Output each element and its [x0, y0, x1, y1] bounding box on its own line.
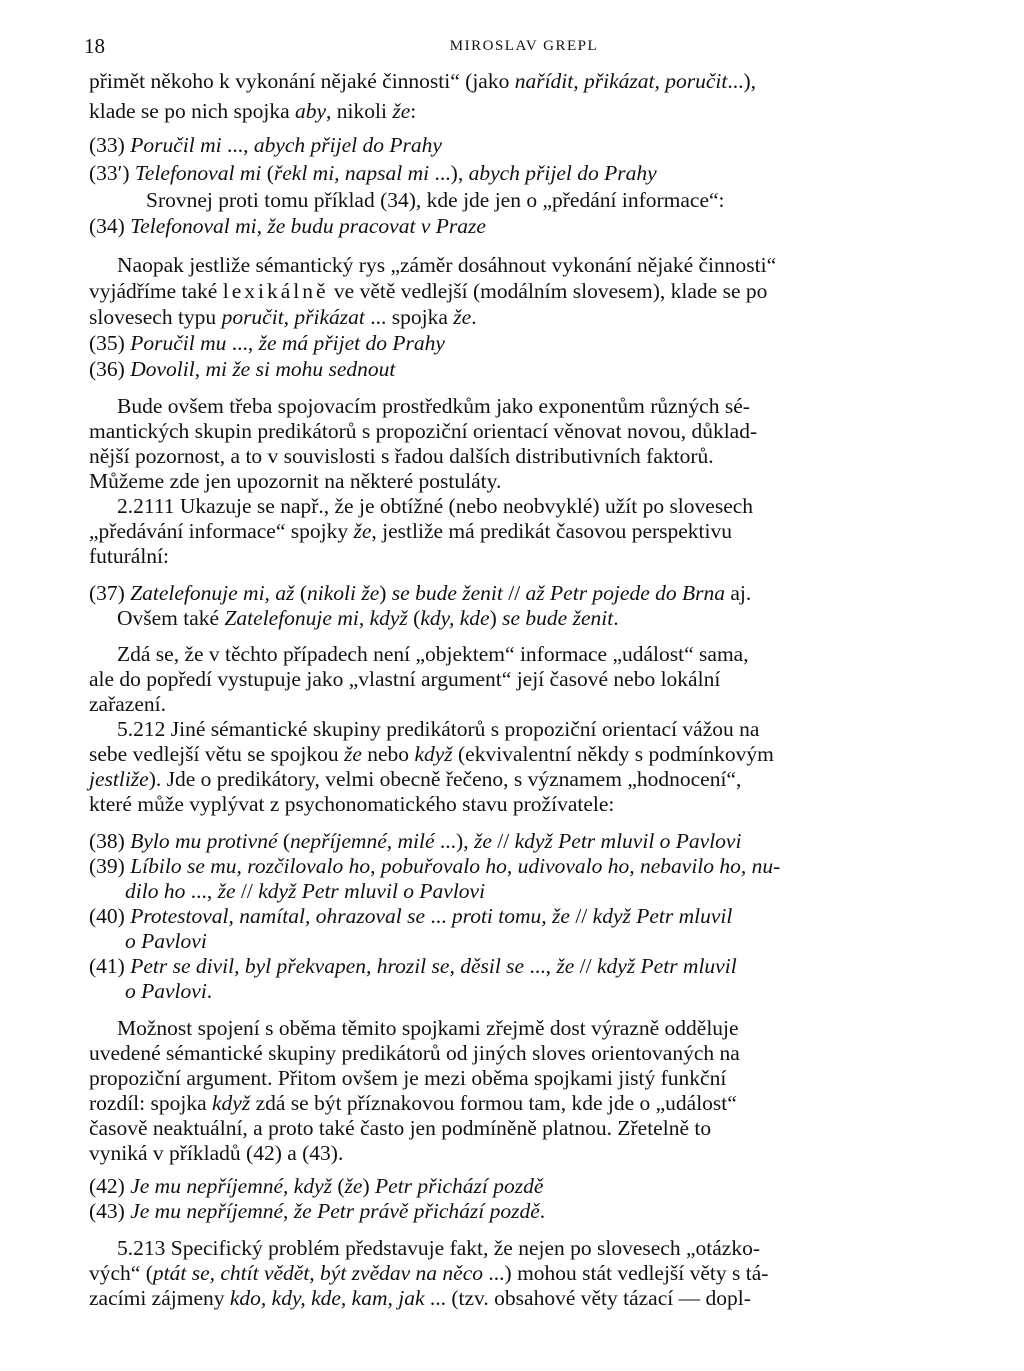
- text-line: klade se po nich spojka aby, nikoli že:: [89, 99, 417, 123]
- text-line: (36) Dovolil, mi že si mohu sednout: [89, 357, 396, 381]
- text-line: Srovnej proti tomu příklad (34), kde jde jen o „předání informace“:: [146, 188, 725, 212]
- text-line: slovesech typu poručit, přikázat ... spojka že.: [89, 305, 477, 329]
- text-line: vých“ (ptát se, chtít vědět, být zvědav na něco ...) mohou stát vedlejší věty s tá-: [89, 1261, 769, 1285]
- text-line: Zdá se, že v těchto případech není „objektem“ informace „událost“ sama,: [117, 642, 749, 666]
- text-line: 2.2111 Ukazuje se např., že je obtížné (nebo neobvyklé) užít po slovesech: [117, 494, 754, 518]
- text-line: (39) Líbilo se mu, rozčilovalo ho, pobuřovalo ho, udivovalo ho, nebavilo ho, nu-: [89, 854, 781, 878]
- text-line: (43) Je mu nepříjemné, že Petr právě přichází pozdě.: [89, 1199, 546, 1223]
- text-line: 5.212 Jiné sémantické skupiny predikátorů s propoziční orientací vážou na: [117, 717, 760, 741]
- text-line: Ovšem také Zatelefonuje mi, když (kdy, kde) se bude ženit.: [117, 606, 619, 630]
- text-line: (33) Poručil mi ..., abych přijel do Prahy: [89, 133, 442, 157]
- text-line: sebe vedlejší větu se spojkou že nebo když (ekvivalentní někdy s podmínkovým: [89, 742, 774, 766]
- text-line: „předávání informace“ spojky že, jestliže má predikát časovou perspektivu: [89, 519, 732, 543]
- text-line: (37) Zatelefonuje mi, až (nikoli že) se bude ženit // až Petr pojede do Brna aj.: [89, 581, 752, 605]
- text-line: ale do popředí vystupuje jako „vlastní argument“ její časové nebo lokální: [89, 667, 721, 691]
- text-line: Naopak jestliže sémantický rys „záměr dosáhnout vykonání nějaké činnosti“: [117, 253, 777, 277]
- text-line: mantických skupin predikátorů s propoziční orientací věnovat novou, důklad-: [89, 419, 758, 443]
- text-line: (34) Telefonoval mi, že budu pracovat v Praze: [89, 214, 486, 238]
- text-line: Bude ovšem třeba spojovacím prostředkům jako exponentům různých sé-: [117, 394, 750, 418]
- text-line: o Pavlovi: [125, 929, 207, 953]
- page-number: 18: [84, 34, 105, 58]
- text-line: dilo ho ..., že // když Petr mluvil o Pavlovi: [125, 879, 486, 903]
- text-line: nější pozornost, a to v souvislosti s řadou dalších distributivních faktorů.: [89, 444, 714, 468]
- text-line: futurální:: [89, 544, 170, 568]
- text-line: vyniká v příkladů (42) a (43).: [89, 1141, 344, 1165]
- text-line: o Pavlovi.: [125, 979, 213, 1003]
- text-line: propoziční argument. Přitom ovšem je mezi oběma spojkami jistý funkční: [89, 1066, 727, 1090]
- text-line: (40) Protestoval, namítal, ohrazoval se ... proti tomu, že // když Petr mluvil: [89, 904, 733, 928]
- text-line: časově neaktuální, a proto také často jen podmíněně platnou. Zřetelně to: [89, 1116, 712, 1140]
- text-line: (42) Je mu nepříjemné, když (že) Petr přichází pozdě: [89, 1174, 544, 1198]
- text-line: (41) Petr se divil, byl překvapen, hrozil se, děsil se ..., že // když Petr mluvil: [89, 954, 737, 978]
- text-line: 5.213 Specifický problém představuje fakt, že nejen po slovesech „otázko-: [117, 1236, 760, 1260]
- text-line: jestliže). Jde o predikátory, velmi obecně řečeno, s významem „hodnocení“,: [89, 767, 742, 791]
- page-header: [84, 34, 964, 62]
- text-line: (38) Bylo mu protivné (nepříjemné, milé ...), že // když Petr mluvil o Pavlovi: [89, 829, 742, 853]
- text-line: Možnost spojení s oběma těmito spojkami zřejmě dost výrazně odděluje: [117, 1016, 739, 1040]
- running-head: MIROSLAV GREPL: [449, 38, 599, 54]
- text-line: Můžeme zde jen upozornit na některé postuláty.: [89, 469, 502, 493]
- text-line: zařazení.: [89, 692, 166, 716]
- text-line: (35) Poručil mu ..., že má přijet do Prahy: [89, 331, 445, 355]
- text-line: (33′) Telefonoval mi (řekl mi, napsal mi ...), abych přijel do Prahy: [89, 161, 657, 185]
- text-line: zacími zájmeny kdo, kdy, kde, kam, jak ... (tzv. obsahové věty tázací — dopl-: [89, 1286, 751, 1310]
- text-line: které může vyplývat z psychonomatického stavu prožívatele:: [89, 792, 615, 816]
- text-line: uvedené sémantické skupiny predikátorů od jiných sloves orientovaných na: [89, 1041, 740, 1065]
- text-line: vyjádříme také lexikálně ve větě vedlejší (modálním slovesem), klade se po: [89, 279, 768, 303]
- text-line: přimět někoho k vykonání nějaké činnosti“ (jako nařídit, přikázat, poručit...),: [89, 69, 757, 93]
- text-line: rozdíl: spojka když zdá se být příznakovou formou tam, kde jde o „událost“: [89, 1091, 737, 1115]
